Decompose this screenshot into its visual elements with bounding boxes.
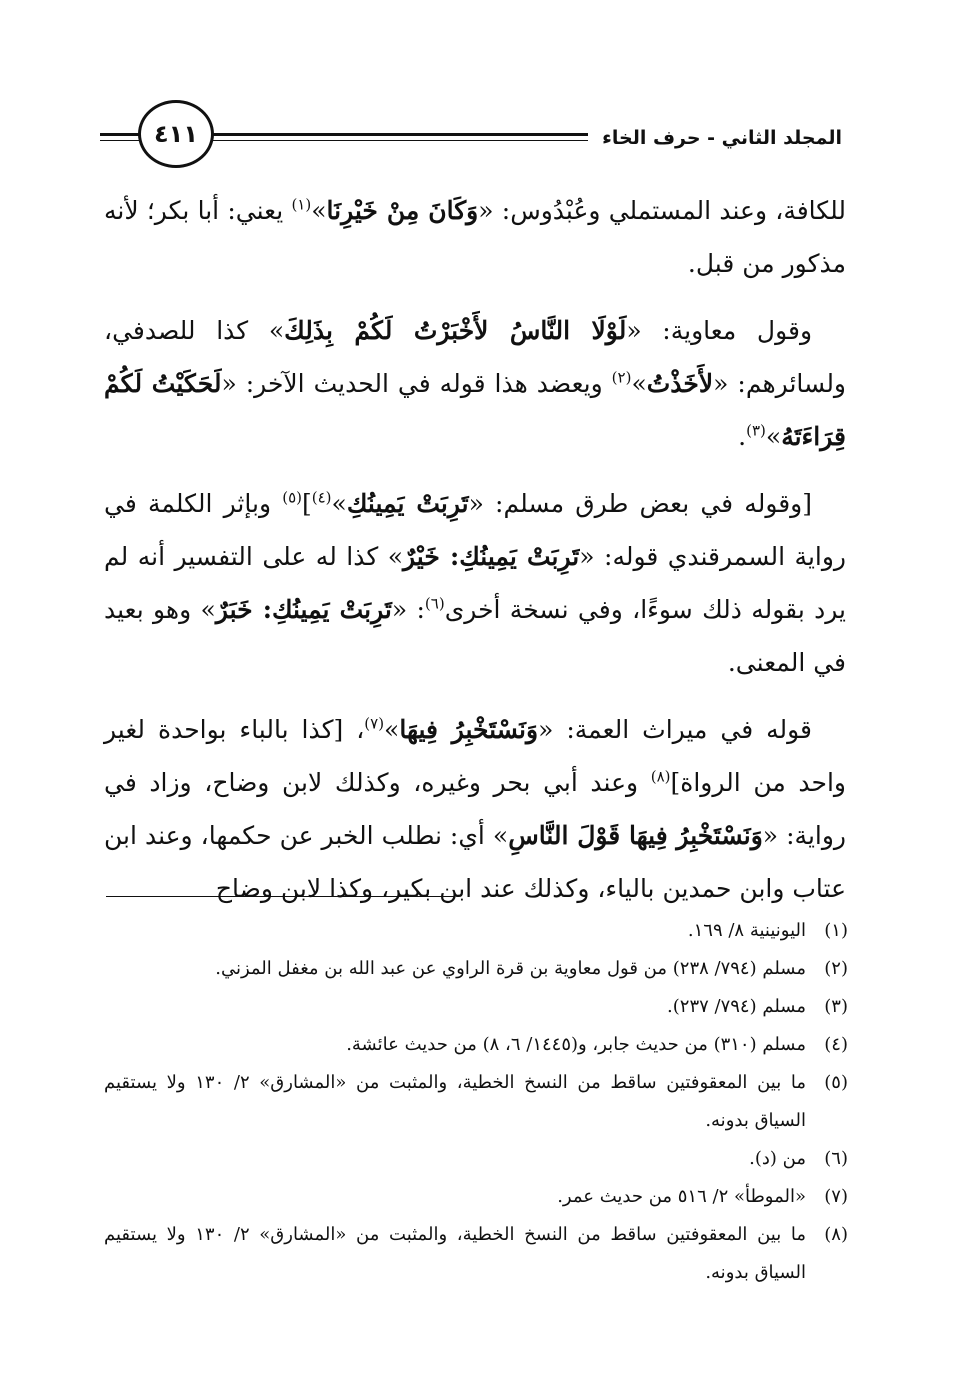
text-run: »	[631, 369, 647, 398]
footnote-text: اليونينية ٨/ ١٦٩.	[687, 920, 806, 941]
text-run: ، [كذا بالباء بواحدة لغير واحد من الرواة]	[104, 715, 846, 797]
footnote-1	[104, 912, 848, 950]
footnote-7	[104, 1178, 848, 1216]
text-run: [وقوله في بعض طرق مسلم: «	[468, 489, 813, 518]
paragraph-4	[104, 703, 846, 915]
text-run: : «	[391, 595, 425, 624]
footnote-4	[104, 1026, 848, 1064]
paragraph-3	[104, 477, 846, 689]
text-run: » وهو بعيد في المعنى.	[104, 595, 846, 677]
quote: وَكَانَ مِنْ خَيْرِنَا	[326, 196, 479, 225]
text-run: » كذا للصدفي، ولسائرهم: «	[104, 316, 847, 398]
footnote-ref[interactable]: (٥)	[282, 488, 302, 507]
page-number: ٤١١	[138, 100, 214, 168]
running-title: المجلد الثاني - حرف الخاء	[588, 118, 852, 158]
footnote-ref[interactable]: (١)	[291, 195, 312, 214]
text-run: ]	[301, 489, 312, 518]
quote: لَوْلَا النَّاسُ لأَخْبَرْتُ لَكُمْ بِذَلِكَ	[284, 316, 627, 345]
text-run: »	[331, 489, 347, 518]
footnote-number: (٤)	[824, 1034, 848, 1055]
quote: تَرِبَتْ يَمِينُكِ: خَيْرٌ	[403, 542, 580, 571]
quote: تَرِبَتْ يَمِينُكِ	[346, 489, 469, 518]
footnote-2	[104, 950, 848, 988]
text-run: »	[311, 196, 327, 225]
paragraph-1	[104, 184, 846, 290]
footnotes	[104, 912, 848, 1292]
text-run: يعني: أبا بكر؛ لأنه مذكور من قبل.	[104, 196, 846, 278]
footnote-text: ما بين المعقوفتين ساقط من النسخ الخطية، والمثبت من «المشارق» ٢/ ١٣٠ ولا يستقيم السياق بدونه.	[104, 1224, 806, 1283]
text-run: » أي: نطلب الخبر عن حكمها، وعند ابن عتاب وابن حمدين بالياء، وكذلك عند ابن بكير، وكذا لابن وضاح	[104, 821, 846, 903]
footnote-text: مسلم (٧٩٤/ ٢٣٧).	[667, 996, 806, 1017]
quote: تَرِبَتْ يَمِينُكِ: خَبَرٌ	[215, 595, 392, 624]
quote: وَنَسْتَخْبِرُ فِيهَا قَوْلَ النَّاسِ	[508, 821, 763, 850]
footnote-ref[interactable]: (٧)	[364, 714, 385, 733]
footnote-ref[interactable]: (٤)	[311, 488, 332, 507]
footnote-text: مسلم (٧٩٤/ ٢٣٨) من قول معاوية بن قرة الراوي عن عبد الله بن مغفل المزني.	[215, 958, 806, 979]
text-run: وعند أبي بحر وغيره، وكذلك لابن وضاح، وزاد في رواية: «	[104, 768, 846, 850]
text-run: »	[765, 422, 782, 451]
footnote-ref[interactable]: (٨)	[650, 767, 671, 786]
footnote-number: (٥)	[824, 1072, 848, 1093]
footnote-text: من (د).	[749, 1148, 806, 1169]
footnote-text: «الموطأ» ٢/ ٥١٦ من حديث عمر.	[557, 1186, 806, 1207]
footnote-ref[interactable]: (٣)	[746, 421, 766, 440]
footnote-8	[104, 1216, 848, 1292]
text-run: وبإثر الكلمة في رواية السمرقندي قوله: «	[104, 489, 846, 571]
text-run: وقول معاوية: «	[626, 316, 813, 345]
text-run: ويعضد هذا قوله في الحديث الآخر: «	[221, 369, 612, 398]
paragraph-2	[104, 304, 846, 463]
main-text	[104, 184, 846, 929]
footnote-number: (٢)	[824, 958, 848, 979]
footnote-separator	[106, 896, 454, 897]
footnote-5	[104, 1064, 848, 1140]
quote: لَحَكَيْتُ لَكُمْ قِرَاءَتَهُ	[104, 369, 846, 451]
footnote-6	[104, 1140, 848, 1178]
footnote-3	[104, 988, 848, 1026]
footnote-text: مسلم (٣١٠) من حديث جابر، و(١٤٤٥/ ٦، ٨) من حديث عائشة.	[346, 1034, 806, 1055]
quote: وَنَسْتَخْبِرُ فِيهَا	[399, 715, 539, 744]
footnote-ref[interactable]: (٦)	[424, 594, 445, 613]
footnote-number: (٣)	[824, 996, 848, 1017]
footnote-number: (٦)	[824, 1148, 848, 1169]
text-run: »	[384, 715, 400, 744]
quote: لأَخَذْتُ	[646, 369, 714, 398]
footnote-number: (٨)	[824, 1224, 848, 1245]
text-run: » كذا له على التفسير أنه لم يرد بقوله ذلك سوءًا، وفي نسخة أخرى	[104, 542, 847, 624]
footnote-number: (١)	[824, 920, 848, 941]
text-run: قوله في ميراث العمة: «	[538, 715, 812, 744]
footnote-number: (٧)	[824, 1186, 848, 1207]
footnote-ref[interactable]: (٢)	[611, 368, 632, 387]
footnote-text: ما بين المعقوفتين ساقط من النسخ الخطية، والمثبت من «المشارق» ٢/ ١٣٠ ولا يستقيم السياق بدونه.	[104, 1072, 806, 1131]
text-run: للكافة، وعند المستملي وعُبْدُوس: «	[478, 196, 846, 225]
page-header	[100, 96, 852, 174]
text-run: .	[738, 422, 747, 451]
